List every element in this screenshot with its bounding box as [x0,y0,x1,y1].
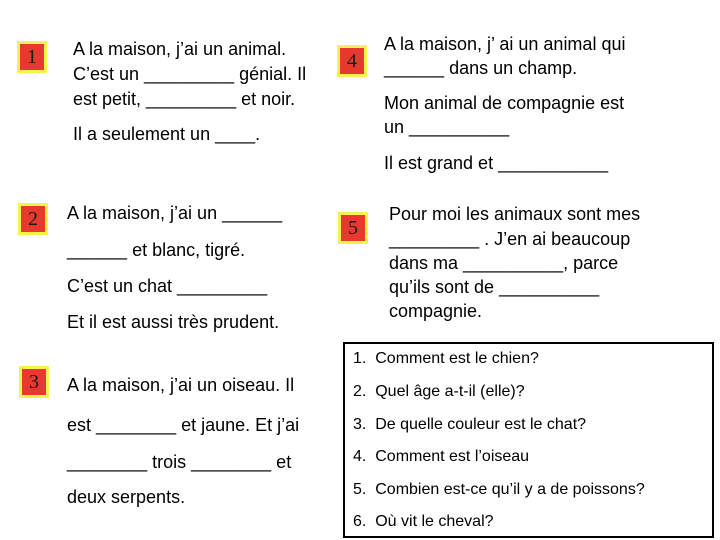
block1-line1: A la maison, j’ai un animal. [73,39,287,59]
block3-line1: A la maison, j’ai un oiseau. Il [67,375,295,395]
block2-line2: ______ et blanc, tigré. [67,240,246,260]
block2-line4: Et il est aussi très prudent. [67,312,280,332]
block2-line3: C’est un chat _________ [67,276,268,296]
question-4: 4. Comment est l’oiseau [353,448,530,465]
block5-line3: dans ma __________, parce [389,253,619,273]
question-5: 5. Combien est-ce qu’il y a de poissons? [353,481,645,498]
block3-line2: est ________ et jaune. Et j’ai [67,415,300,435]
block4-line5: Il est grand et ___________ [384,153,609,173]
number-badge-4: 4 [337,45,367,77]
question-1: 1. Comment est le chien? [353,350,539,367]
number-badge-3: 3 [19,366,49,398]
block1-line2: C’est un _________ génial. Il [73,64,307,84]
block4-line3: Mon animal de compagnie est [384,93,625,113]
question-6: 6. Où vit le cheval? [353,513,494,530]
block5-line2: _________ . J’en ai beaucoup [389,229,631,249]
block3-line3: ________ trois ________ et [67,452,292,472]
number-badge-2: 2 [18,203,48,235]
block1-line4: Il a seulement un ____. [73,124,261,144]
block5-line1: Pour moi les animaux sont mes [389,204,641,224]
block4-line2: ______ dans un champ. [384,58,578,78]
number-badge-5: 5 [338,212,368,244]
question-3: 3. De quelle couleur est le chat? [353,416,587,433]
block1-line3: est petit, _________ et noir. [73,89,296,109]
block5-line4: qu’ils sont de __________ [389,277,600,297]
number-badge-1: 1 [17,41,47,73]
block4-line1: A la maison, j’ ai un animal qui [384,34,626,54]
block2-line1: A la maison, j’ai un ______ [67,203,283,223]
question-2: 2. Quel âge a-t-il (elle)? [353,383,525,400]
questions-box [343,342,714,538]
block5-line5: compagnie. [389,301,483,321]
block3-line4: deux serpents. [67,487,186,507]
block4-line4: un __________ [384,117,510,137]
